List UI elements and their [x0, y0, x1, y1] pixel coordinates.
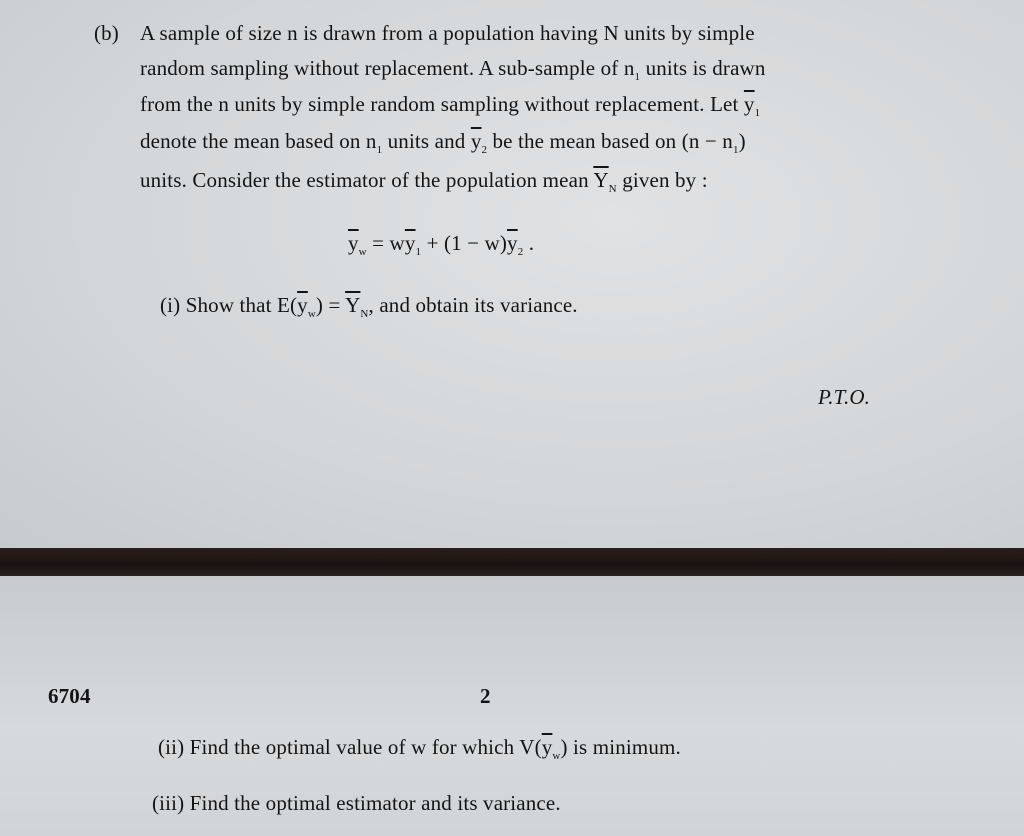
question-text: units and [387, 129, 466, 153]
subscript: w [307, 308, 316, 320]
question-line-2 [140, 55, 766, 81]
part-i-text: , and obtain its variance. [368, 293, 578, 317]
formula-end: . [523, 231, 535, 255]
part-ii-text: ) is minimum. [560, 735, 681, 759]
part-ii [158, 734, 681, 760]
subscript: 2 [517, 246, 524, 258]
formula-lhs: $\overline{y}$ [348, 231, 359, 255]
subscript: w [358, 246, 367, 258]
page-number: 2 [480, 684, 491, 708]
part-ii-label: (ii) [158, 735, 185, 759]
part-i [160, 292, 578, 318]
question-label: (b) [94, 21, 119, 45]
population-mean-symbol: $\overline{Y}$ [593, 168, 609, 192]
pto-note: P.T.O. [818, 385, 871, 409]
question-text: random sampling without replacement. A sub-sample of n [140, 56, 635, 80]
question-line-5 [140, 167, 708, 193]
subscript: 1 [415, 246, 422, 258]
subscript: 1 [634, 71, 641, 83]
question-line-4 [140, 128, 746, 154]
estimator-formula [348, 230, 534, 256]
y2-bar-symbol: $\overline{y}$ [470, 129, 482, 153]
question-text: units is drawn [645, 56, 766, 80]
y1-bar-symbol: $\overline{y}$ [743, 92, 755, 116]
subscript: w [552, 750, 561, 762]
question-text: ) [738, 129, 746, 153]
formula-mid: + (1 − w) [421, 231, 508, 255]
part-ii-text: Find the optimal value of w for which V( [189, 735, 542, 759]
part-ii-y: $\overline{y}$ [541, 735, 553, 759]
formula-y1: $\overline{y}$ [404, 231, 416, 255]
part-i-label: (i) [160, 293, 181, 317]
page-gap-divider [0, 548, 1024, 576]
question-text: from the n units by simple random sampling without replacement. Let [140, 92, 739, 116]
subscript: N [608, 183, 617, 195]
question-line-3 [140, 91, 760, 117]
subscript: 1 [376, 144, 383, 156]
question-text: A sample of size n is drawn from a population having N units by simple [140, 21, 755, 45]
part-i-y: $\overline{y}$ [297, 293, 308, 317]
question-text: denote the mean based on n [140, 129, 377, 153]
question-text: units. Consider the estimator of the population mean [140, 168, 589, 192]
part-iii-label: (iii) [152, 791, 185, 815]
subscript: N [360, 308, 369, 320]
formula-eq: = w [366, 231, 405, 255]
subscript: 1 [754, 107, 761, 119]
part-i-text: Show that E( [185, 293, 298, 317]
part-i-text: ) = [315, 293, 346, 317]
question-line-1 [140, 20, 755, 46]
part-iii-text: Find the optimal estimator and its variance. [189, 791, 561, 815]
paper-code: 6704 [48, 684, 91, 708]
question-text: given by : [622, 168, 708, 192]
part-i-Y: $\overline{Y}$ [345, 293, 361, 317]
subscript: 2 [481, 144, 488, 156]
part-iii [152, 790, 561, 816]
subscript: 1 [732, 144, 739, 156]
question-text: be the mean based on (n − n [492, 129, 733, 153]
formula-y2: $\overline{y}$ [507, 231, 518, 255]
